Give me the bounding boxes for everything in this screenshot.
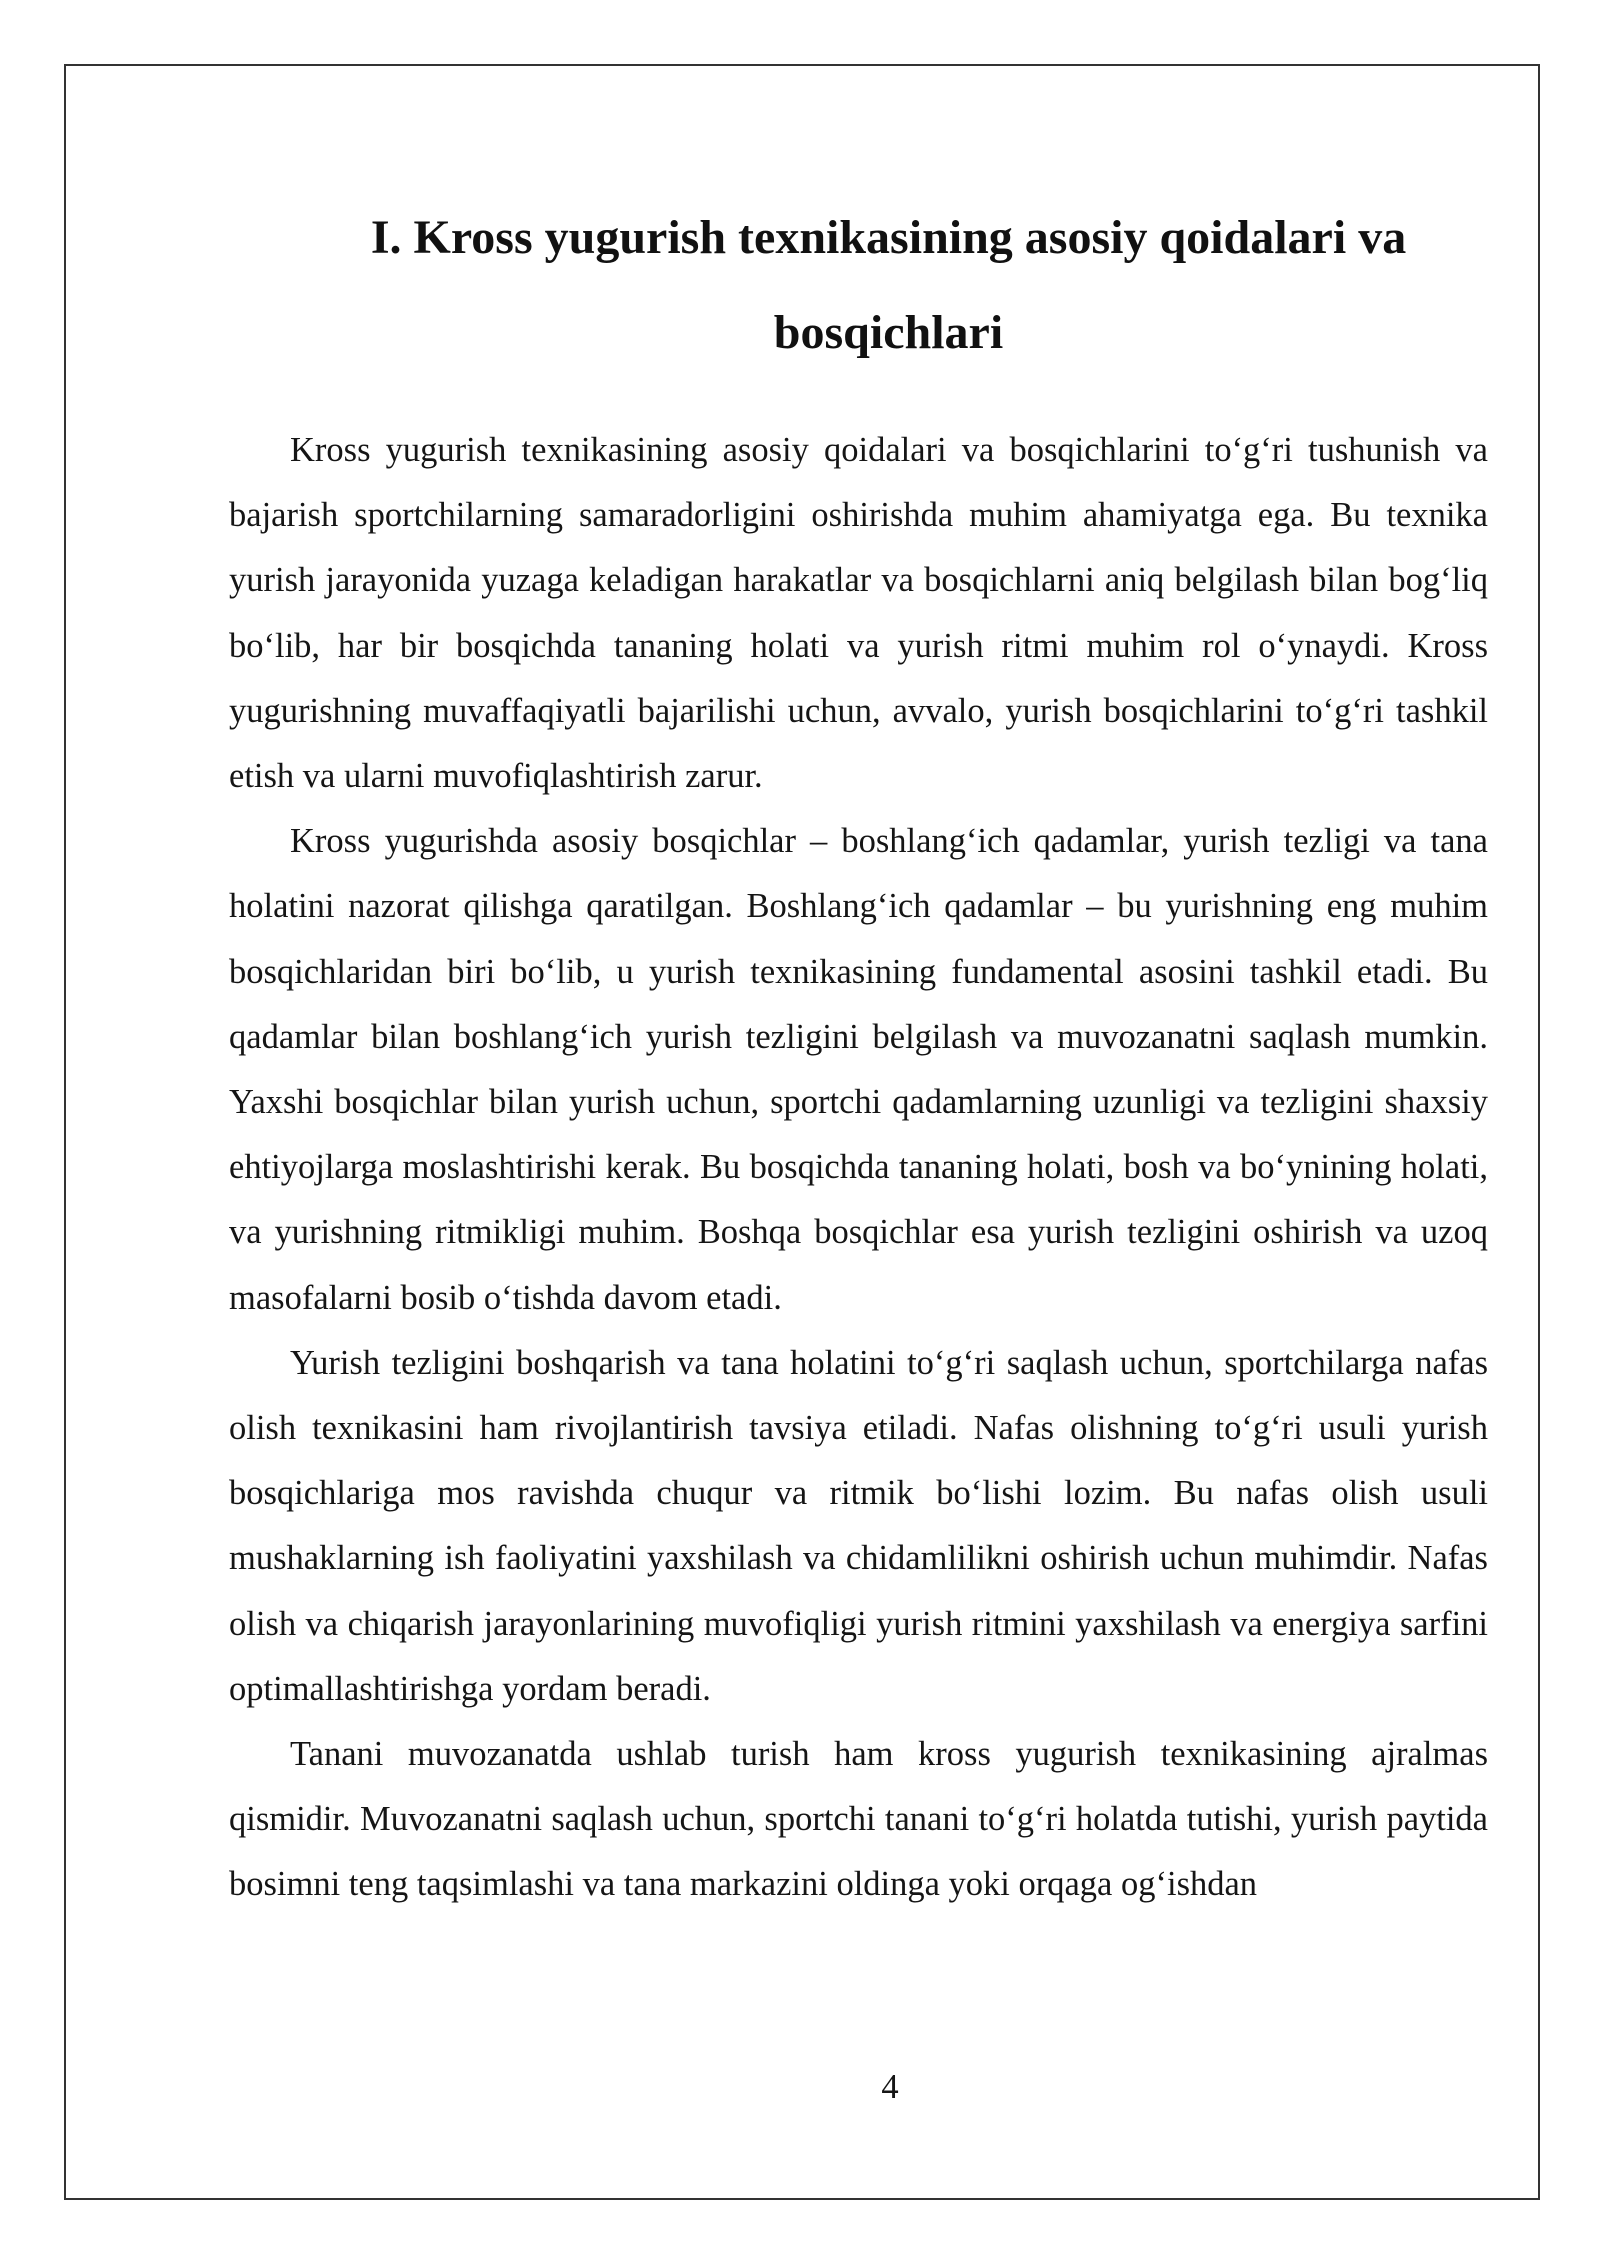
body-text — [229, 418, 1488, 1918]
paragraph-1: Kross yugurish texnikasining asosiy qoidalari va bosqichlarini to‘g‘ri tushunish va bajarish sportchilarning samaradorligini oshirishda muhim ahamiyatga ega. Bu texnika yurish jarayonida yuzaga keladigan harakatlar va bosqichlarni aniq belgilash bilan bog‘liq bo‘lib, har bir bosqichda tananing holati va yurish ritmi muhim rol o‘ynaydi. Kross yugurishning muvaffaqiyatli bajarilishi uchun, avvalo, yurish bosqichlarini to‘g‘ri tashkil etish va ularni muvofiqlashtirish zarur. — [229, 431, 1488, 796]
page-content — [229, 190, 1488, 1918]
section-title: I. Kross yugurish texnikasining asosiy qoidalari va bosqichlari — [370, 211, 1407, 359]
paragraph-4: Tanani muvozanatda ushlab turish ham kross yugurish texnikasining ajralmas qismidir. Muvozanatni saqlash uchun, sportchi tanani to‘g‘ri holatda tutishi, yurish paytida bosimni teng taqsimlashi va tana markazini oldinga yoki orqaga og‘ishdan — [229, 1735, 1488, 1904]
paragraph-3: Yurish tezligini boshqarish va tana holatini to‘g‘ri saqlash uchun, sportchilarga nafas olish texnikasini ham rivojlantirish tavsiya etiladi. Nafas olishning to‘g‘ri usuli yurish bosqichlariga mos ravishda chuqur va ritmik bo‘lishi lozim. Bu nafas olish usuli mushaklarning ish faoliyatini yaxshilash va chidamlilikni oshirish uchun muhimdir. Nafas olish va chiqarish jarayonlarining muvofiqligi yurish ritmini yaxshilash va energiya sarfini optimallashtirishga yordam beradi. — [229, 1343, 1488, 1708]
page-number: 4 — [881, 2068, 899, 2106]
paragraph-2: Kross yugurishda asosiy bosqichlar – boshlang‘ich qadamlar, yurish tezligi va tana holatini nazorat qilishga qaratilgan. Boshlang‘ich qadamlar – bu yurishning eng muhim bosqichlaridan biri bo‘lib, u yurish texnikasining fundamental asosini tashkil etadi. Bu qadamlar bilan boshlang‘ich yurish tezligini belgilash va muvozanatni saqlash mumkin. Yaxshi bosqichlar bilan yurish uchun, sportchi qadamlarning uzunligi va tezligini shaxsiy ehtiyojlarga moslashtirishi kerak. Bu bosqichda tananing holati, bosh va bo‘ynining holati, va yurishning ritmikligi muhim. Boshqa bosqichlar esa yurish tezligini oshirish va uzoq masofalarni bosib o‘tishda davom etadi. — [229, 822, 1488, 1317]
